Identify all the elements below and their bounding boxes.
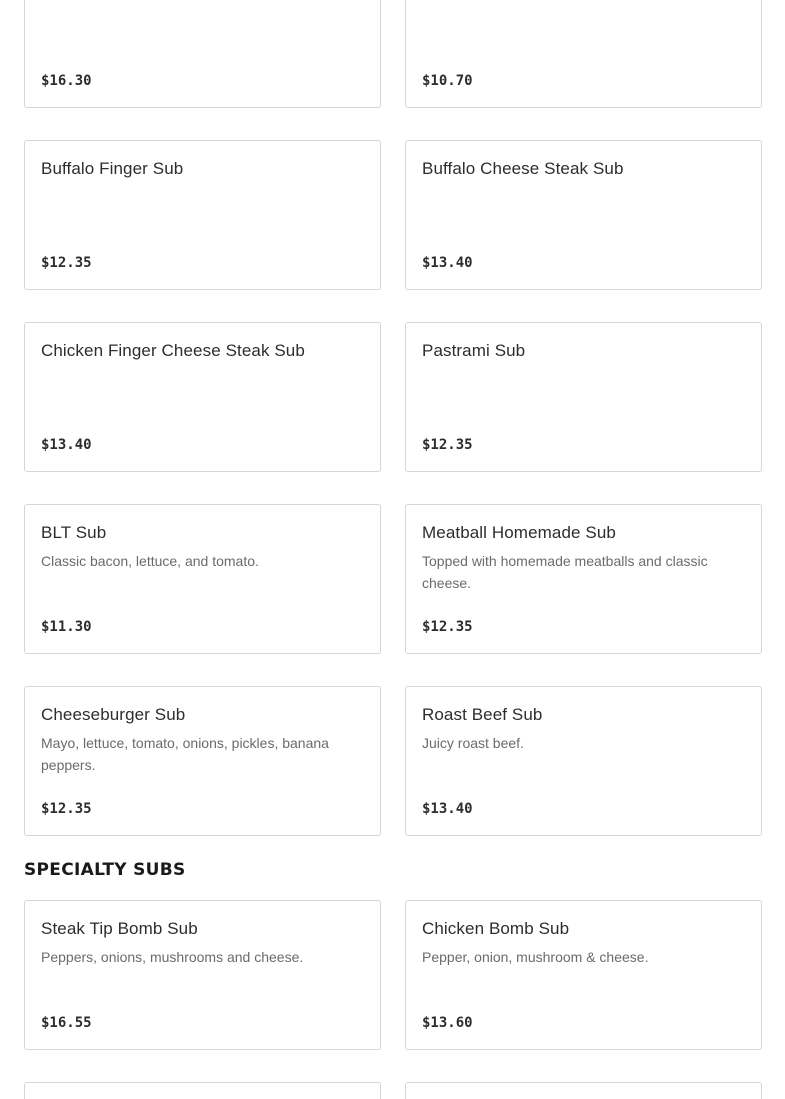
menu-item-card[interactable] xyxy=(405,686,762,836)
menu-item-description: Mayo, lettuce, tomato, onions, pickles, banana peppers. xyxy=(41,735,329,773)
menu-item-price: $13.60 xyxy=(422,1015,473,1031)
menu-item-price: $13.40 xyxy=(422,255,473,271)
menu-item-card[interactable] xyxy=(405,322,762,472)
menu-item-title: Meatball Homemade Sub xyxy=(422,523,616,542)
menu-item-card[interactable] xyxy=(24,900,381,1050)
menu-item-title: Chicken Bomb Sub xyxy=(422,919,570,938)
menu-item-price: $12.35 xyxy=(41,801,92,817)
menu-item-price: $13.40 xyxy=(422,801,473,817)
menu-item-card[interactable] xyxy=(24,1082,381,1099)
section-heading-specialty-subs: SPECIALTY SUBS xyxy=(24,860,186,880)
menu-item-card[interactable] xyxy=(405,0,762,108)
menu-item-card[interactable] xyxy=(24,140,381,290)
menu-item-card[interactable] xyxy=(405,900,762,1050)
menu-item-card[interactable] xyxy=(405,140,762,290)
menu-item-card[interactable] xyxy=(405,504,762,654)
menu-item-card[interactable] xyxy=(24,504,381,654)
menu-item-price: $10.70 xyxy=(422,73,473,89)
menu-item-title: Buffalo Finger Sub xyxy=(41,159,184,178)
menu-item-card[interactable] xyxy=(24,686,381,836)
menu-item-price: $16.55 xyxy=(41,1015,92,1031)
menu-item-title: Buffalo Cheese Steak Sub xyxy=(422,159,624,178)
menu-item-price: $12.35 xyxy=(422,619,473,635)
menu-item-price: $16.30 xyxy=(41,73,92,89)
menu-item-price: $12.35 xyxy=(422,437,473,453)
menu-item-description: Classic bacon, lettuce, and tomato. xyxy=(41,553,259,569)
menu-item-title: BLT Sub xyxy=(41,523,107,542)
menu-item-description: Peppers, onions, mushrooms and cheese. xyxy=(41,949,304,965)
menu-item-card[interactable] xyxy=(24,0,381,108)
menu-item-title: Chicken Finger Cheese Steak Sub xyxy=(41,341,305,360)
menu-item-title: Steak Tip Bomb Sub xyxy=(41,919,198,938)
menu-item-card[interactable] xyxy=(405,1082,762,1099)
menu-item-description: Juicy roast beef. xyxy=(422,735,524,751)
menu-item-title: Cheeseburger Sub xyxy=(41,705,186,724)
menu-item-price: $13.40 xyxy=(41,437,92,453)
menu-item-title: Pastrami Sub xyxy=(422,341,526,360)
menu-item-description: Pepper, onion, mushroom & cheese. xyxy=(422,949,649,965)
menu-item-price: $12.35 xyxy=(41,255,92,271)
menu-item-price: $11.30 xyxy=(41,619,92,635)
menu-item-description: Topped with homemade meatballs and classic cheese. xyxy=(422,553,708,591)
menu-item-card[interactable] xyxy=(24,322,381,472)
menu-item-title: Roast Beef Sub xyxy=(422,705,543,724)
